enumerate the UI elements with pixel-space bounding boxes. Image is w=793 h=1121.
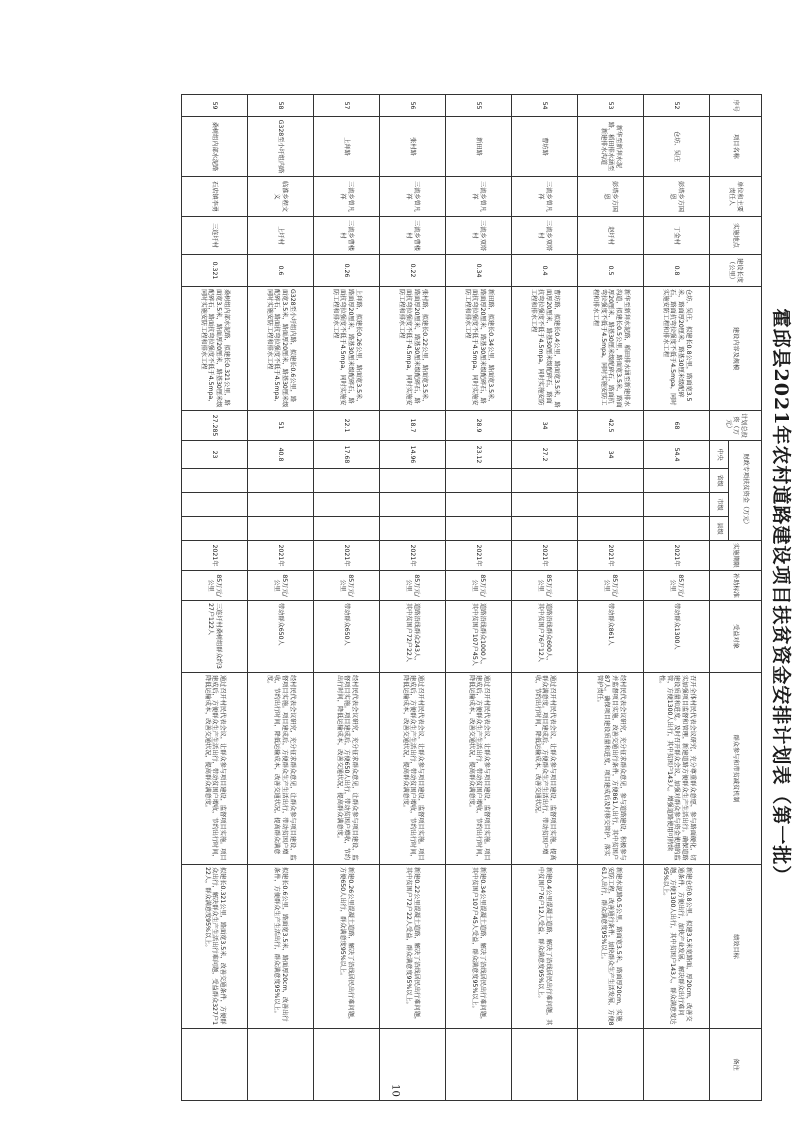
cell-county bbox=[314, 517, 380, 541]
cell-investment: 68 bbox=[644, 411, 710, 441]
header-fund-province: 省级 bbox=[710, 469, 729, 493]
cell-goal: 新建水泥路0.5公里，路面宽3.5米，路面厚20cm，实施安防工程，改善通行条件，加快群众生产生活发展，方便861人出行，群众满意度95%以上。 bbox=[578, 865, 644, 1029]
cell-length: 0.5 bbox=[578, 255, 644, 287]
header-subsidy: 补助标准 bbox=[710, 571, 762, 601]
cell-investment: 22.1 bbox=[314, 411, 380, 441]
cell-central: 14.96 bbox=[380, 441, 446, 469]
header-name: 项目名称 bbox=[710, 117, 762, 177]
cell-content: 新田路，拟建长0.34公里，路面宽3.5米，路面厚20厘米，路基30厘米级配碎石，路面抗弯拉强度不低于4.5mpa，同时实施安防工程和排水工程 bbox=[446, 287, 512, 411]
cell-city bbox=[380, 493, 446, 517]
cell-seq: 58 bbox=[248, 95, 314, 117]
cell-city bbox=[578, 493, 644, 517]
cell-content: 上拜路，拟建长0.26公里，路面宽3.5米，路面厚20厘米，路基30厘米级配碎石，路面抗弯拉强度不低于4.5mpa，同时实施安防工程和排水工程 bbox=[314, 287, 380, 411]
cell-investment: 28.9 bbox=[446, 411, 512, 441]
cell-province bbox=[380, 469, 446, 493]
cell-subsidy: 85万元/公里 bbox=[578, 571, 644, 601]
header-fund-city: 市级 bbox=[710, 493, 729, 517]
cell-unit: 彭塔乡方国恩 bbox=[578, 177, 644, 217]
cell-goal: 新建0.26公里混凝土道路，解决了沿线居民出行难问题，方便650人出行，群众满意度95%以上。 bbox=[314, 865, 380, 1029]
cell-county bbox=[380, 517, 446, 541]
cell-province bbox=[446, 469, 512, 493]
cell-beneficiary: 道路沿线群众243人，其中贫困户72户22人 bbox=[380, 601, 446, 673]
cell-central: 23 bbox=[182, 441, 248, 469]
header-note: 备注 bbox=[710, 1029, 762, 1101]
cell-unit: 三流乡曾凡祥 bbox=[314, 177, 380, 217]
header-beneficiary: 受益对象 bbox=[710, 601, 762, 673]
cell-subsidy: 85万元/公里 bbox=[182, 571, 248, 601]
cell-city bbox=[644, 493, 710, 517]
cell-note bbox=[314, 1029, 380, 1101]
cell-goal: 拟建长0.321公里，路面宽3.5米，改善交通条件，方便群众出行，解决群众生产生活出行难问题，受益群众327户122人，群众满意度95%以上。 bbox=[182, 865, 248, 1029]
cell-seq: 53 bbox=[578, 95, 644, 117]
cell-beneficiary: 三连圩村桑树组群众约327户122人 bbox=[182, 601, 248, 673]
cell-name: 上拜路 bbox=[314, 117, 380, 177]
cell-goal: 拟建长0.6公里，路面宽3.5米，路面厚20cm，改善出行条件，方便群众生产生活出行，群众满意度95%以上。 bbox=[248, 865, 314, 1029]
cell-content: G328至小圩组内路，拟建长0.6公里，路面宽3.5米，路面厚20厘米，路基30厘米级配碎石，路面抗弯拉强度不低于4.5mpa，同时实施安防工程和排水工程 bbox=[248, 287, 314, 411]
cell-county bbox=[446, 517, 512, 541]
cell-mechanism: 通过召开村民代表会议，让群众参与项目建设，监督项目实施。项目建成后，方便群众生产生活出行，带动贫困户增收，节约出行时间，降低运输成本，改善交通状况，提高群众满意度。 bbox=[380, 673, 446, 865]
cell-period: 2021年 bbox=[182, 541, 248, 571]
cell-central: 40.8 bbox=[248, 441, 314, 469]
cell-beneficiary: 道路沿线群众1000人，其中贫困户107户45人 bbox=[446, 601, 512, 673]
cell-investment: 51 bbox=[248, 411, 314, 441]
cell-seq: 55 bbox=[446, 95, 512, 117]
header-seq: 序号 bbox=[710, 95, 762, 117]
cell-investment: 18.7 bbox=[380, 411, 446, 441]
cell-name: 新田路 bbox=[446, 117, 512, 177]
cell-central: 27.2 bbox=[512, 441, 578, 469]
cell-length: 0.8 bbox=[644, 255, 710, 287]
cell-province bbox=[644, 469, 710, 493]
cell-content: 张村路，拟建长0.22公里，路面宽3.5米，路面厚20厘米，路基30厘米级配碎石，路面抗弯拉强度不低于4.5mpa，同时实施安防工程和排水工程 bbox=[380, 287, 446, 411]
cell-beneficiary: 带动群众650人 bbox=[248, 601, 314, 673]
cell-subsidy: 85万元/公里 bbox=[380, 571, 446, 601]
cell-central: 34 bbox=[578, 441, 644, 469]
cell-subsidy: 85万元/公里 bbox=[446, 571, 512, 601]
table-row bbox=[248, 95, 314, 1101]
cell-name: 仓坊、吴庄 bbox=[644, 117, 710, 177]
header-row bbox=[729, 95, 762, 1101]
cell-city bbox=[248, 493, 314, 517]
table-row bbox=[446, 95, 512, 1101]
cell-location: 三流乡双塔村 bbox=[512, 217, 578, 255]
cell-county bbox=[512, 517, 578, 541]
cell-unit: 三流乡曾凡祥 bbox=[380, 177, 446, 217]
cell-name: 桑树组内部水泥路 bbox=[182, 117, 248, 177]
cell-location: 丁金村 bbox=[644, 217, 710, 255]
cell-note bbox=[512, 1029, 578, 1101]
table-row bbox=[578, 95, 644, 1101]
cell-investment: 34 bbox=[512, 411, 578, 441]
cell-content: 新华至新拜水泥路，稻田排水涵至新建排水沟道，拟建长0.5公里，路面宽3.5米，路面厚20厘米，路基30厘米级配碎石，路面抗弯拉强度不低于4.5mpa，同时实施安防工程和排水工程 bbox=[578, 287, 644, 411]
cell-beneficiary: 带动群众861人 bbox=[578, 601, 644, 673]
cell-province bbox=[512, 469, 578, 493]
cell-beneficiary: 带动群众1300人 bbox=[644, 601, 710, 673]
cell-province bbox=[578, 469, 644, 493]
cell-name: 新华至新拜水泥路、稻田排水涵至新建排水沟道 bbox=[578, 117, 644, 177]
cell-central: 17.68 bbox=[314, 441, 380, 469]
cell-location: 三连圩村 bbox=[182, 217, 248, 255]
cell-goal: 新建仓坊0.8公里，拟建3.5米宽路面，厚20cm，改善交通条件，方便出行，加快产业发展，解决群众出行难问题，方便1300人出行，其中贫困户143人，群众满意度达95%以上。 bbox=[644, 865, 710, 1029]
cell-period: 2021年 bbox=[578, 541, 644, 571]
cell-length: 0.4 bbox=[512, 255, 578, 287]
cell-unit: 彭塔乡方国恩 bbox=[644, 177, 710, 217]
header-period: 实施期限 bbox=[710, 541, 762, 571]
cell-unit: 临淮乡程文义 bbox=[248, 177, 314, 217]
cell-city bbox=[314, 493, 380, 517]
cell-goal: 新建0.34公里混凝土道路，解决了沿线居民出行难问题，其中贫困户107户45人受益，群众满意度95%以上。 bbox=[446, 865, 512, 1029]
project-table bbox=[181, 94, 762, 1101]
cell-seq: 56 bbox=[380, 95, 446, 117]
cell-subsidy: 85万元/公里 bbox=[248, 571, 314, 601]
cell-beneficiary: 道路沿线群众600人，其中贫困户76户12人 bbox=[512, 601, 578, 673]
cell-seq: 52 bbox=[644, 95, 710, 117]
cell-length: 0.6 bbox=[248, 255, 314, 287]
cell-content: 曹坊路，拟建长0.4公里，路面宽3.5米，路面厚20厘米，路基30厘米级配碎石，路面抗弯拉强度不低于4.5mpa，同时实施安防工程和排水工程 bbox=[512, 287, 578, 411]
header-length: 建设长度（公里） bbox=[710, 255, 762, 287]
cell-period: 2021年 bbox=[644, 541, 710, 571]
cell-mechanism: 通过召开村民代表会议，让群众参与项目建设，监督项目实施，提高群众满意度。项目建成后，方便群众生产生活出行，带动贫困户增收，节约出行时间，降低运输成本，改善交通状况。 bbox=[512, 673, 578, 865]
cell-location: 上圩村 bbox=[248, 217, 314, 255]
cell-length: 0.26 bbox=[314, 255, 380, 287]
cell-note bbox=[446, 1029, 512, 1101]
cell-seq: 54 bbox=[512, 95, 578, 117]
rotated-sheet bbox=[116, 94, 793, 1100]
cell-county bbox=[578, 517, 644, 541]
cell-mechanism: 经村民代表会议研究，充分征求群众意见，让群众参与项目建设，监督项目实施。项目建成后，方便群众生产生活出行，带动贫困户增收，节约出行时间，降低运输成本，改善交通状况，提高群众满意度。 bbox=[248, 673, 314, 865]
cell-mechanism: 通过召开村民代表会议，让群众参与项目建设，监督项目实施。项目建成后，方便群众生产生活出行，带动贫困户增收，节约出行时间，降低运输成本，改善交通状况，提高群众满意度。 bbox=[182, 673, 248, 865]
cell-goal: 新建0.22公里混凝土道路，解决了沿线居民出行难问题，其中贫困户72户22人受益，群众满意度95%以上。 bbox=[380, 865, 446, 1029]
cell-province bbox=[248, 469, 314, 493]
cell-mechanism: 经村民代表会议研究，充分征求群众意见，参与道路建设，积极参与并监督项目实施，改善交通出行条件，方便861人出行，其中贫困户87人。确保项目建设质量和进度，项目建成后及时移交管护，落实管护责任。 bbox=[578, 673, 644, 865]
table-row bbox=[512, 95, 578, 1101]
table-row bbox=[644, 95, 710, 1101]
cell-location: 三流乡双塔村 bbox=[446, 217, 512, 255]
cell-subsidy: 85万元/公里 bbox=[314, 571, 380, 601]
header-location: 实施地点 bbox=[710, 217, 762, 255]
cell-mechanism: 召开全体村民代表会议研究，充分尊重群众意愿，参与路面硬化，切实加强项目监督和管理，新建道路方便群众生产生活出行。确保道路建设质量和进度。及时召开群众会议，加强对群众参与资金使用的监管，方便1300人出行，其中贫困户143人。增强道路使用可持续性。 bbox=[644, 673, 710, 865]
header-fund-group: 财政专项扶贫资金（万元） bbox=[729, 441, 762, 541]
cell-city bbox=[446, 493, 512, 517]
page-number: 10 bbox=[389, 1084, 401, 1097]
cell-unit: 石店镇李勇 bbox=[182, 177, 248, 217]
cell-unit: 三流乡曾凡祥 bbox=[512, 177, 578, 217]
cell-period: 2021年 bbox=[248, 541, 314, 571]
header-investment: 计划总投资（万元） bbox=[710, 411, 762, 441]
cell-county bbox=[644, 517, 710, 541]
table-row bbox=[380, 95, 446, 1101]
cell-note bbox=[578, 1029, 644, 1101]
cell-subsidy: 85万元/公里 bbox=[644, 571, 710, 601]
cell-central: 23.12 bbox=[446, 441, 512, 469]
cell-province bbox=[314, 469, 380, 493]
header-mechanism: 群众参与和带贫减贫机制 bbox=[710, 673, 762, 865]
cell-name: 张村路 bbox=[380, 117, 446, 177]
cell-length: 0.34 bbox=[446, 255, 512, 287]
header-fund-county: 县级 bbox=[710, 517, 729, 541]
cell-city bbox=[512, 493, 578, 517]
cell-content: 仓坊、吴庄，拟建长0.8公里，路面宽3.5米，路面厚20厘米，路基30厘米级配碎石，路面抗弯拉强度不低于4.5mpa，同时实施安防工程和排水工程 bbox=[644, 287, 710, 411]
cell-period: 2021年 bbox=[446, 541, 512, 571]
cell-unit: 三流乡曾凡祥 bbox=[446, 177, 512, 217]
cell-county bbox=[182, 517, 248, 541]
header-unit: 单位和主要责任人 bbox=[710, 177, 762, 217]
cell-length: 0.22 bbox=[380, 255, 446, 287]
cell-name: 曹坊路 bbox=[512, 117, 578, 177]
cell-note bbox=[248, 1029, 314, 1101]
header-goal: 绩效目标 bbox=[710, 865, 762, 1029]
cell-content: 桑树组内部水泥路，拟建长0.321公里，路面宽3.5米，路面厚20厘米，路基30厘米级配碎石，路面抗弯拉强度不低于4.5mpa，同时实施安防工程和排水工程 bbox=[182, 287, 248, 411]
table-row bbox=[182, 95, 248, 1101]
table-row bbox=[314, 95, 380, 1101]
cell-note bbox=[182, 1029, 248, 1101]
page-title: 霍邱县2021年农村道路建设项目扶贫资金安排计划表（第一批） bbox=[770, 308, 792, 886]
cell-note bbox=[644, 1029, 710, 1101]
cell-location: 赵圩村 bbox=[578, 217, 644, 255]
cell-mechanism: 通过召开村民代表会议，让群众参与项目建设，监督项目实施。项目建成后，方便群众生产生活出行，带动贫困户增收，节约出行时间，降低运输成本，改善交通状况，提高群众满意度。 bbox=[446, 673, 512, 865]
cell-period: 2021年 bbox=[314, 541, 380, 571]
cell-name: G328至小圩组内路 bbox=[248, 117, 314, 177]
cell-seq: 57 bbox=[314, 95, 380, 117]
cell-period: 2021年 bbox=[512, 541, 578, 571]
cell-length: 0.321 bbox=[182, 255, 248, 287]
cell-goal: 新建0.4公里混凝土道路，解决了沿线居民出行难问题，其中贫困户76户12人受益，群众满意度95%以上。 bbox=[512, 865, 578, 1029]
cell-seq: 59 bbox=[182, 95, 248, 117]
cell-mechanism: 经村民代表会议研究，充分征求群众意见，让群众参与项目建设，监督项目实施。项目建成后，方便650人出行，带动贫困户增收，节约出行时间，降低运输成本，改善交通状况，提高群众满意度。 bbox=[314, 673, 380, 865]
cell-location: 三流乡曹楼村 bbox=[380, 217, 446, 255]
header-content: 建设内容及规模 bbox=[710, 287, 762, 411]
cell-period: 2021年 bbox=[380, 541, 446, 571]
cell-beneficiary: 带动群众650人 bbox=[314, 601, 380, 673]
cell-investment: 42.5 bbox=[578, 411, 644, 441]
cell-province bbox=[182, 469, 248, 493]
cell-city bbox=[182, 493, 248, 517]
cell-location: 三流乡曹楼村 bbox=[314, 217, 380, 255]
cell-subsidy: 85万元/公里 bbox=[512, 571, 578, 601]
cell-investment: 27.285 bbox=[182, 411, 248, 441]
cell-county bbox=[248, 517, 314, 541]
header-fund-central: 中央 bbox=[710, 441, 729, 469]
cell-central: 54.4 bbox=[644, 441, 710, 469]
